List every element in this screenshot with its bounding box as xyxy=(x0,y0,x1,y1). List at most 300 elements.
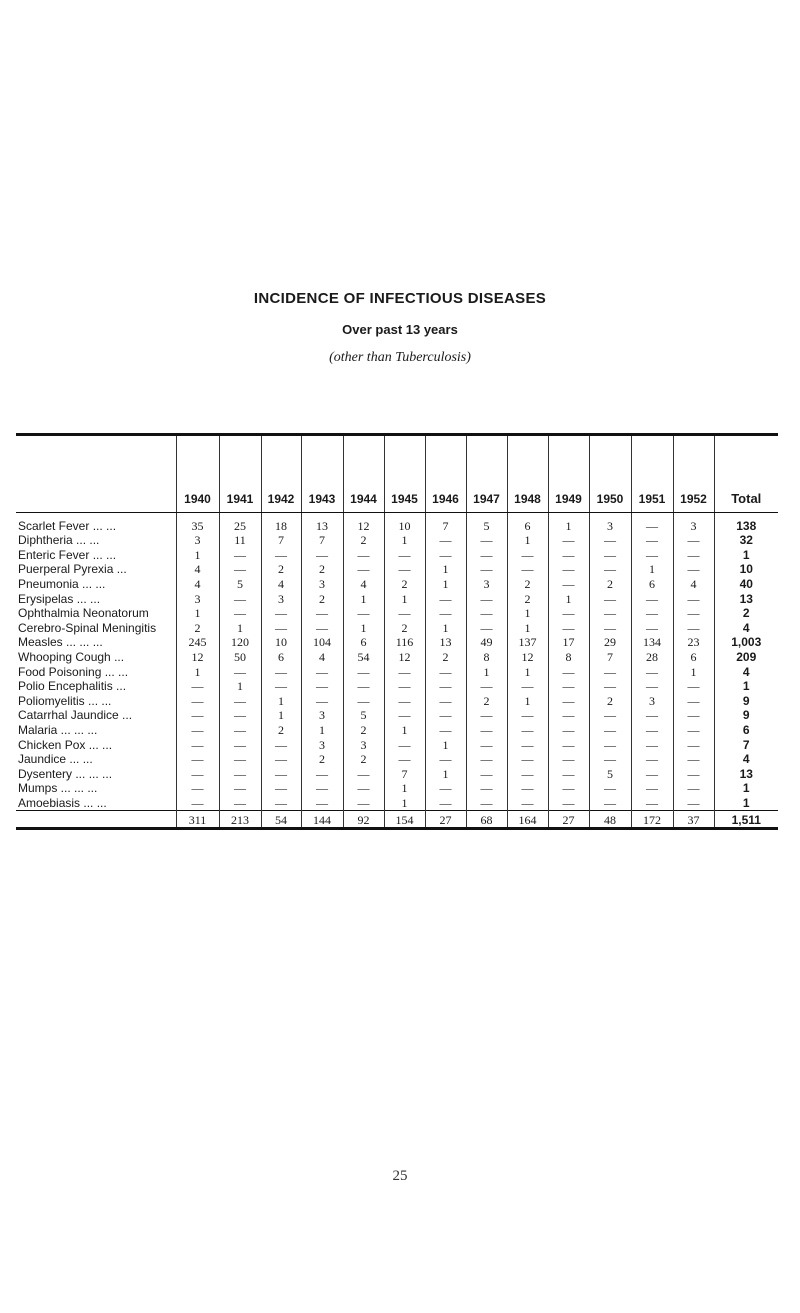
totals-cell: 27 xyxy=(548,810,589,828)
table-cell: — xyxy=(425,723,466,738)
table-cell: — xyxy=(548,708,589,723)
header-cell: 1952 xyxy=(673,435,714,513)
table-cell: 1 xyxy=(507,621,548,636)
table-cell: — xyxy=(548,548,589,563)
table-cell: 13 xyxy=(425,635,466,650)
table-cell: — xyxy=(425,664,466,679)
table-cell: 1 xyxy=(261,708,301,723)
table-cell: — xyxy=(466,781,507,796)
table-cell: — xyxy=(425,591,466,606)
row-total: 1 xyxy=(714,548,778,563)
table-cell: — xyxy=(548,694,589,709)
table-cell: 3 xyxy=(589,513,631,534)
table-cell: 137 xyxy=(507,635,548,650)
row-total: 1 xyxy=(714,796,778,811)
table-cell: — xyxy=(261,767,301,782)
table-cell: — xyxy=(589,562,631,577)
table-cell: — xyxy=(425,781,466,796)
table-cell: — xyxy=(673,737,714,752)
table-cell: 25 xyxy=(219,513,261,534)
table-cell: — xyxy=(589,679,631,694)
table-cell: — xyxy=(673,708,714,723)
table-row xyxy=(16,562,778,577)
table-cell: — xyxy=(425,548,466,563)
row-total: 9 xyxy=(714,694,778,709)
table-cell: — xyxy=(631,723,673,738)
table-cell: — xyxy=(631,591,673,606)
row-label: Cerebro-Spinal Meningitis xyxy=(18,620,157,635)
table-cell: 1 xyxy=(548,513,589,534)
table-cell: 2 xyxy=(384,577,425,592)
table-cell: 2 xyxy=(343,533,384,548)
table-cell: 4 xyxy=(673,577,714,592)
table-cell: — xyxy=(466,562,507,577)
table-cell: 1 xyxy=(261,694,301,709)
table-cell: — xyxy=(301,694,343,709)
table-cell: — xyxy=(425,708,466,723)
table-cell: — xyxy=(466,796,507,811)
table-cell: — xyxy=(507,752,548,767)
table-cell: 3 xyxy=(673,513,714,534)
row-label: Malaria ... ... ... xyxy=(18,723,98,738)
table-cell: 54 xyxy=(343,650,384,665)
table-cell: — xyxy=(219,591,261,606)
table-cell: 29 xyxy=(589,635,631,650)
table-cell: — xyxy=(507,796,548,811)
table-row xyxy=(16,621,778,636)
table-cell: 4 xyxy=(176,562,219,577)
table-cell: 3 xyxy=(176,591,219,606)
row-total: 4 xyxy=(714,752,778,767)
row-label: Erysipelas ... ... xyxy=(18,591,101,606)
table-cell: — xyxy=(507,708,548,723)
table-cell: — xyxy=(548,562,589,577)
totals-cell: 54 xyxy=(261,810,301,828)
table-cell: — xyxy=(466,708,507,723)
table-cell: — xyxy=(176,679,219,694)
table-cell: 2 xyxy=(343,723,384,738)
table-cell: — xyxy=(219,548,261,563)
table-cell: — xyxy=(301,606,343,621)
table-cell: — xyxy=(176,723,219,738)
table-cell: 7 xyxy=(589,650,631,665)
table-cell: 1 xyxy=(425,737,466,752)
table-cell: 2 xyxy=(384,621,425,636)
table-cell: — xyxy=(219,606,261,621)
table-cell: 28 xyxy=(631,650,673,665)
row-total: 32 xyxy=(714,533,778,548)
table-row xyxy=(16,513,778,534)
table-cell: — xyxy=(384,664,425,679)
table-cell: 1 xyxy=(507,533,548,548)
table-cell: 1 xyxy=(631,562,673,577)
table-cell: — xyxy=(425,679,466,694)
table-cell: 2 xyxy=(301,562,343,577)
table-cell: 2 xyxy=(507,591,548,606)
row-label: Puerperal Pyrexia ... xyxy=(18,562,127,577)
table-cell: — xyxy=(673,562,714,577)
table-cell: — xyxy=(631,708,673,723)
table-cell: 1 xyxy=(384,796,425,811)
table-cell: — xyxy=(261,781,301,796)
table-cell: 2 xyxy=(301,591,343,606)
table-cell: — xyxy=(343,694,384,709)
row-total: 6 xyxy=(714,723,778,738)
totals-label xyxy=(16,810,176,828)
table-cell: — xyxy=(219,796,261,811)
table-cell: — xyxy=(673,621,714,636)
table-cell: — xyxy=(301,781,343,796)
table-row xyxy=(16,723,778,738)
table-cell: — xyxy=(219,767,261,782)
header-cell: Total xyxy=(714,435,778,513)
header-cell: 1949 xyxy=(548,435,589,513)
table-row xyxy=(16,708,778,723)
table-cell: 4 xyxy=(343,577,384,592)
table-cell: — xyxy=(507,562,548,577)
table-cell: — xyxy=(343,548,384,563)
table-cell: 3 xyxy=(301,737,343,752)
table-cell: 1 xyxy=(425,577,466,592)
header-cell: 1940 xyxy=(176,435,219,513)
row-total: 1 xyxy=(714,781,778,796)
table-cell: 6 xyxy=(507,513,548,534)
table-cell: 3 xyxy=(176,533,219,548)
table-cell: 7 xyxy=(301,533,343,548)
totals-cell: 154 xyxy=(384,810,425,828)
table-cell: — xyxy=(261,606,301,621)
table-cell: — xyxy=(176,694,219,709)
row-total: 4 xyxy=(714,621,778,636)
totals-cell: 37 xyxy=(673,810,714,828)
table-cell: — xyxy=(343,781,384,796)
table-cell: 116 xyxy=(384,635,425,650)
table-cell: — xyxy=(219,562,261,577)
table-cell: — xyxy=(548,577,589,592)
table-cell: 120 xyxy=(219,635,261,650)
table-cell: — xyxy=(548,767,589,782)
table-cell: 2 xyxy=(589,694,631,709)
table-cell: — xyxy=(548,796,589,811)
table-cell: — xyxy=(466,737,507,752)
table-cell: — xyxy=(425,752,466,767)
table-cell: 7 xyxy=(384,767,425,782)
table-cell: 7 xyxy=(425,513,466,534)
row-label: Ophthalmia Neonatorum xyxy=(18,606,149,621)
table-cell: — xyxy=(219,694,261,709)
row-label: Diphtheria ... ... xyxy=(18,533,100,548)
table-cell: — xyxy=(466,621,507,636)
table-cell: — xyxy=(631,752,673,767)
row-total: 2 xyxy=(714,606,778,621)
table-cell: — xyxy=(589,533,631,548)
header-cell: 1951 xyxy=(631,435,673,513)
table-cell: — xyxy=(384,752,425,767)
table-row xyxy=(16,694,778,709)
table-cell: — xyxy=(219,723,261,738)
table-cell: — xyxy=(384,562,425,577)
table-cell: 6 xyxy=(673,650,714,665)
table-cell: — xyxy=(466,752,507,767)
table-cell: — xyxy=(301,796,343,811)
table-cell: — xyxy=(176,796,219,811)
table-cell: — xyxy=(343,562,384,577)
table-cell: 5 xyxy=(466,513,507,534)
table-cell: — xyxy=(343,679,384,694)
row-label: Whooping Cough ... xyxy=(18,650,125,665)
table-cell: 17 xyxy=(548,635,589,650)
header-cell: 1947 xyxy=(466,435,507,513)
table-cell: — xyxy=(219,752,261,767)
row-total: 7 xyxy=(714,737,778,752)
table-cell: — xyxy=(631,533,673,548)
table-cell: — xyxy=(589,621,631,636)
table-cell: — xyxy=(548,781,589,796)
table-cell: — xyxy=(673,723,714,738)
table-cell: — xyxy=(343,606,384,621)
table-cell: — xyxy=(548,533,589,548)
table-row xyxy=(16,577,778,592)
totals-cell: 311 xyxy=(176,810,219,828)
table-cell: — xyxy=(631,781,673,796)
table-cell: 2 xyxy=(261,562,301,577)
table-cell: — xyxy=(301,679,343,694)
table-cell: — xyxy=(261,621,301,636)
table-cell: 1 xyxy=(343,621,384,636)
table-cell: 50 xyxy=(219,650,261,665)
row-label: Mumps ... ... ... xyxy=(18,781,98,796)
document-note: (other than Tuberculosis) xyxy=(329,350,471,365)
grand-total: 1,511 xyxy=(714,810,778,828)
table-cell: 5 xyxy=(219,577,261,592)
table-cell: — xyxy=(301,664,343,679)
table-cell: 7 xyxy=(261,533,301,548)
table-cell: 35 xyxy=(176,513,219,534)
table-cell: — xyxy=(631,621,673,636)
table-cell: 2 xyxy=(343,752,384,767)
table-cell: — xyxy=(261,737,301,752)
table-cell: — xyxy=(673,679,714,694)
table-cell: — xyxy=(507,767,548,782)
table-cell: — xyxy=(673,796,714,811)
table-cell: — xyxy=(301,767,343,782)
table-cell: — xyxy=(425,796,466,811)
table-cell: — xyxy=(631,548,673,563)
table-cell: 4 xyxy=(261,577,301,592)
table-cell: — xyxy=(589,591,631,606)
table-cell: 3 xyxy=(301,708,343,723)
table-row xyxy=(16,533,778,548)
table-cell: — xyxy=(589,548,631,563)
table-cell: — xyxy=(301,548,343,563)
table-cell: — xyxy=(548,621,589,636)
table-row xyxy=(16,737,778,752)
table-cell: 2 xyxy=(507,577,548,592)
row-label: Polio Encephalitis ... xyxy=(18,679,127,694)
row-total: 209 xyxy=(714,650,778,665)
table-cell: — xyxy=(507,737,548,752)
table-cell: 1 xyxy=(301,723,343,738)
table-cell: — xyxy=(466,548,507,563)
table-cell: — xyxy=(589,781,631,796)
table-cell: 1 xyxy=(384,723,425,738)
table-cell: — xyxy=(589,606,631,621)
table-cell: — xyxy=(673,694,714,709)
table-cell: 3 xyxy=(343,737,384,752)
table-cell: — xyxy=(219,708,261,723)
table-row xyxy=(16,664,778,679)
row-label: Measles ... ... ... xyxy=(18,635,103,650)
table-cell: 6 xyxy=(261,650,301,665)
table-cell: — xyxy=(631,606,673,621)
table-cell: 1 xyxy=(219,679,261,694)
table-cell: 1 xyxy=(176,548,219,563)
table-cell: — xyxy=(343,796,384,811)
table-cell: — xyxy=(548,723,589,738)
table-row xyxy=(16,752,778,767)
table-cell: 3 xyxy=(466,577,507,592)
table-cell: 245 xyxy=(176,635,219,650)
table-cell: — xyxy=(261,548,301,563)
table-cell: — xyxy=(548,752,589,767)
table-cell: 10 xyxy=(384,513,425,534)
table-row xyxy=(16,679,778,694)
totals-cell: 172 xyxy=(631,810,673,828)
row-total: 13 xyxy=(714,591,778,606)
table-cell: — xyxy=(507,679,548,694)
table-cell: 10 xyxy=(261,635,301,650)
table-cell: — xyxy=(673,533,714,548)
table-cell: 3 xyxy=(301,577,343,592)
table-cell: 1 xyxy=(176,664,219,679)
table-row xyxy=(16,796,778,811)
table-cell: — xyxy=(384,679,425,694)
table-cell: — xyxy=(466,679,507,694)
table-cell: — xyxy=(507,723,548,738)
header-cell: 1944 xyxy=(343,435,384,513)
table-cell: — xyxy=(673,548,714,563)
table-cell: 1 xyxy=(507,694,548,709)
table-cell: — xyxy=(631,767,673,782)
table-cell: — xyxy=(425,606,466,621)
totals-cell: 48 xyxy=(589,810,631,828)
table-row xyxy=(16,767,778,782)
totals-row xyxy=(16,810,778,828)
table-cell: 3 xyxy=(261,591,301,606)
header-cell: 1946 xyxy=(425,435,466,513)
row-label: Chicken Pox ... ... xyxy=(18,737,113,752)
page-number: 25 xyxy=(392,1168,408,1184)
table-cell: — xyxy=(673,606,714,621)
table-cell: — xyxy=(384,737,425,752)
table-cell: — xyxy=(343,767,384,782)
table-cell: — xyxy=(176,781,219,796)
table-row xyxy=(16,635,778,650)
table-cell: — xyxy=(343,664,384,679)
table-cell: — xyxy=(466,533,507,548)
table-cell: — xyxy=(673,767,714,782)
row-label: Catarrhal Jaundice ... xyxy=(18,708,133,723)
row-total: 13 xyxy=(714,767,778,782)
totals-cell: 27 xyxy=(425,810,466,828)
table-cell: — xyxy=(631,679,673,694)
table-cell: — xyxy=(589,723,631,738)
table-cell: 5 xyxy=(589,767,631,782)
table-cell: — xyxy=(425,694,466,709)
table-cell: 2 xyxy=(425,650,466,665)
table-cell: 134 xyxy=(631,635,673,650)
table-cell: — xyxy=(548,737,589,752)
table-row xyxy=(16,548,778,563)
row-total: 138 xyxy=(714,513,778,534)
table-cell: — xyxy=(548,606,589,621)
totals-cell: 68 xyxy=(466,810,507,828)
row-label: Dysentery ... ... ... xyxy=(18,766,113,781)
table-cell: — xyxy=(261,664,301,679)
row-label: Jaundice ... ... xyxy=(18,752,93,767)
row-total: 1,003 xyxy=(714,635,778,650)
table-cell: — xyxy=(384,606,425,621)
table-cell: — xyxy=(589,708,631,723)
table-cell: 1 xyxy=(425,621,466,636)
table-cell: 2 xyxy=(261,723,301,738)
row-label: Scarlet Fever ... ... xyxy=(18,519,117,533)
table-cell: — xyxy=(631,796,673,811)
table-cell: — xyxy=(631,664,673,679)
table-cell: — xyxy=(589,664,631,679)
document-title: INCIDENCE OF INFECTIOUS DISEASES xyxy=(253,290,547,307)
table-cell: — xyxy=(384,694,425,709)
table-cell: 3 xyxy=(631,694,673,709)
infectious-diseases-table xyxy=(16,433,778,830)
table-cell: 1 xyxy=(176,606,219,621)
table-cell: — xyxy=(219,664,261,679)
table-cell: — xyxy=(589,737,631,752)
table-row xyxy=(16,650,778,665)
table-cell: 12 xyxy=(507,650,548,665)
table-cell: — xyxy=(631,513,673,534)
table-cell: 1 xyxy=(343,591,384,606)
table-cell: 4 xyxy=(301,650,343,665)
table-cell: 104 xyxy=(301,635,343,650)
table-cell: — xyxy=(176,708,219,723)
totals-cell: 213 xyxy=(219,810,261,828)
table-cell: — xyxy=(673,752,714,767)
table-cell: — xyxy=(631,737,673,752)
table-cell: 1 xyxy=(384,781,425,796)
header-cell: 1948 xyxy=(507,435,548,513)
row-label: Food Poisoning ... ... xyxy=(18,664,129,679)
table-cell: 12 xyxy=(343,513,384,534)
table-cell: 23 xyxy=(673,635,714,650)
table-cell: 2 xyxy=(589,577,631,592)
header-cell: 1950 xyxy=(589,435,631,513)
totals-cell: 92 xyxy=(343,810,384,828)
row-label: Pneumonia ... ... xyxy=(18,577,106,592)
header-row xyxy=(16,435,778,513)
table-cell: 1 xyxy=(425,767,466,782)
row-total: 10 xyxy=(714,562,778,577)
table-cell: 8 xyxy=(466,650,507,665)
header-cell: 1945 xyxy=(384,435,425,513)
row-total: 4 xyxy=(714,664,778,679)
table-row xyxy=(16,591,778,606)
table-cell: 1 xyxy=(673,664,714,679)
table-cell: 1 xyxy=(219,621,261,636)
table-cell: 1 xyxy=(425,562,466,577)
table-cell: 1 xyxy=(384,591,425,606)
row-label: Enteric Fever ... ... xyxy=(18,547,117,562)
